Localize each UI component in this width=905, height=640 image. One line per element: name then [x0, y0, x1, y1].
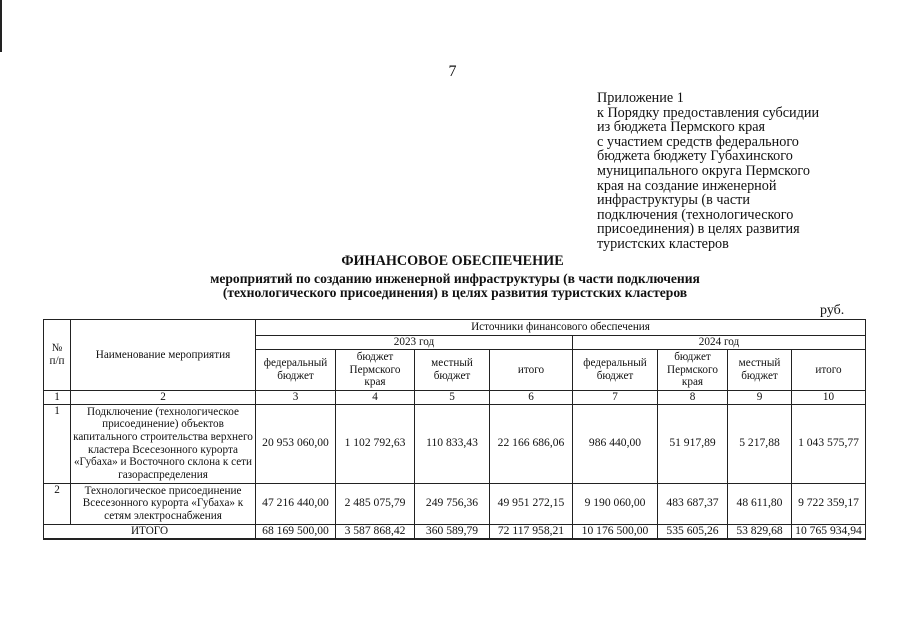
appendix-line: бюджета бюджету Губахинского	[597, 148, 793, 165]
total-value: 360 589,79	[415, 524, 490, 539]
row-number: 2	[44, 483, 71, 524]
table-row	[44, 404, 866, 483]
header-year-2023: 2023 год	[256, 336, 573, 350]
header-regional: бюджет Пермского края	[658, 350, 728, 391]
header-name: Наименование мероприятия	[71, 320, 256, 391]
cell-value: 47 216 440,00	[256, 483, 336, 524]
cell-value: 9 190 060,00	[573, 483, 658, 524]
financing-table	[43, 319, 866, 540]
cell-value: 49 951 272,15	[490, 483, 573, 524]
header-year-2024: 2024 год	[573, 336, 866, 350]
document-title: ФИНАНСОВОЕ ОБЕСПЕЧЕНИЕ	[341, 253, 564, 269]
column-number: 9	[728, 391, 792, 405]
table-row	[44, 483, 866, 524]
total-value: 10 765 934,94	[792, 524, 866, 539]
cell-value: 986 440,00	[573, 404, 658, 483]
cell-value: 249 756,36	[415, 483, 490, 524]
subtitle-line: мероприятий по созданию инженерной инфраструктуры (в части подключения	[210, 271, 700, 286]
subtitle-line: (технологического присоединения) в целях развития туристских кластеров	[222, 285, 688, 300]
column-number: 8	[658, 391, 728, 405]
total-value: 53 829,68	[728, 524, 792, 539]
total-value: 72 117 958,21	[490, 524, 573, 539]
appendix-block	[597, 91, 887, 252]
total-value: 535 605,26	[658, 524, 728, 539]
cell-value: 1 043 575,77	[792, 404, 866, 483]
column-number: 1	[44, 391, 71, 405]
appendix-line: из бюджета Пермского края	[597, 119, 766, 136]
header-num: № п/п	[44, 320, 71, 391]
cell-value: 483 687,37	[658, 483, 728, 524]
appendix-line: с участием средств федерального	[597, 133, 799, 150]
appendix-line: к Порядку предоставления субсидии	[597, 104, 820, 121]
appendix-line: подключения (технологического	[597, 206, 794, 223]
cell-value: 110 833,43	[415, 404, 490, 483]
total-label: ИТОГО	[44, 524, 256, 539]
cell-value: 22 166 686,06	[490, 404, 573, 483]
cell-value: 2 485 075,79	[336, 483, 415, 524]
currency-unit: руб.	[820, 303, 845, 318]
page-number: 7	[448, 63, 457, 80]
total-value: 10 176 500,00	[573, 524, 658, 539]
header-federal: федеральный бюджет	[573, 350, 658, 391]
row-name: Технологическое присоединение Всесезонного курорта «Губаха» к сетям электроснабжения	[71, 483, 256, 524]
header-local: местный бюджет	[415, 350, 490, 391]
total-value: 68 169 500,00	[256, 524, 336, 539]
column-number: 2	[71, 391, 256, 405]
header-federal: федеральный бюджет	[256, 350, 336, 391]
column-number: 7	[573, 391, 658, 405]
header-local: местный бюджет	[728, 350, 792, 391]
row-name: Подключение (технологическое присоединение) объектов капитального строительства верхнего кластера Всесезонного курорта «Губаха» и Восточного склона к сети газораспределения	[71, 404, 256, 483]
column-number: 5	[415, 391, 490, 405]
total-value: 3 587 868,42	[336, 524, 415, 539]
cell-value: 20 953 060,00	[256, 404, 336, 483]
appendix-line: туристских кластеров	[597, 235, 729, 252]
column-number: 4	[336, 391, 415, 405]
cell-value: 51 917,89	[658, 404, 728, 483]
appendix-line: муниципального округа Пермского	[597, 162, 810, 179]
row-number: 1	[44, 404, 71, 483]
appendix-line: края на создание инженерной	[597, 177, 777, 194]
cell-value: 48 611,80	[728, 483, 792, 524]
appendix-line: присоединения) в целях развития	[597, 221, 800, 238]
column-number: 6	[490, 391, 573, 405]
appendix-line: инфраструктуры (в части	[597, 192, 750, 209]
header-sources: Источники финансового обеспечения	[256, 320, 866, 336]
page-edge-line	[0, 0, 2, 52]
header-total: итого	[792, 350, 866, 391]
cell-value: 5 217,88	[728, 404, 792, 483]
column-number: 10	[792, 391, 866, 405]
header-regional: бюджет Пермского края	[336, 350, 415, 391]
total-row	[44, 524, 866, 539]
cell-value: 1 102 792,63	[336, 404, 415, 483]
appendix-line: Приложение 1	[597, 90, 684, 106]
cell-value: 9 722 359,17	[792, 483, 866, 524]
header-total: итого	[490, 350, 573, 391]
column-number: 3	[256, 391, 336, 405]
document-subtitle	[140, 272, 770, 300]
